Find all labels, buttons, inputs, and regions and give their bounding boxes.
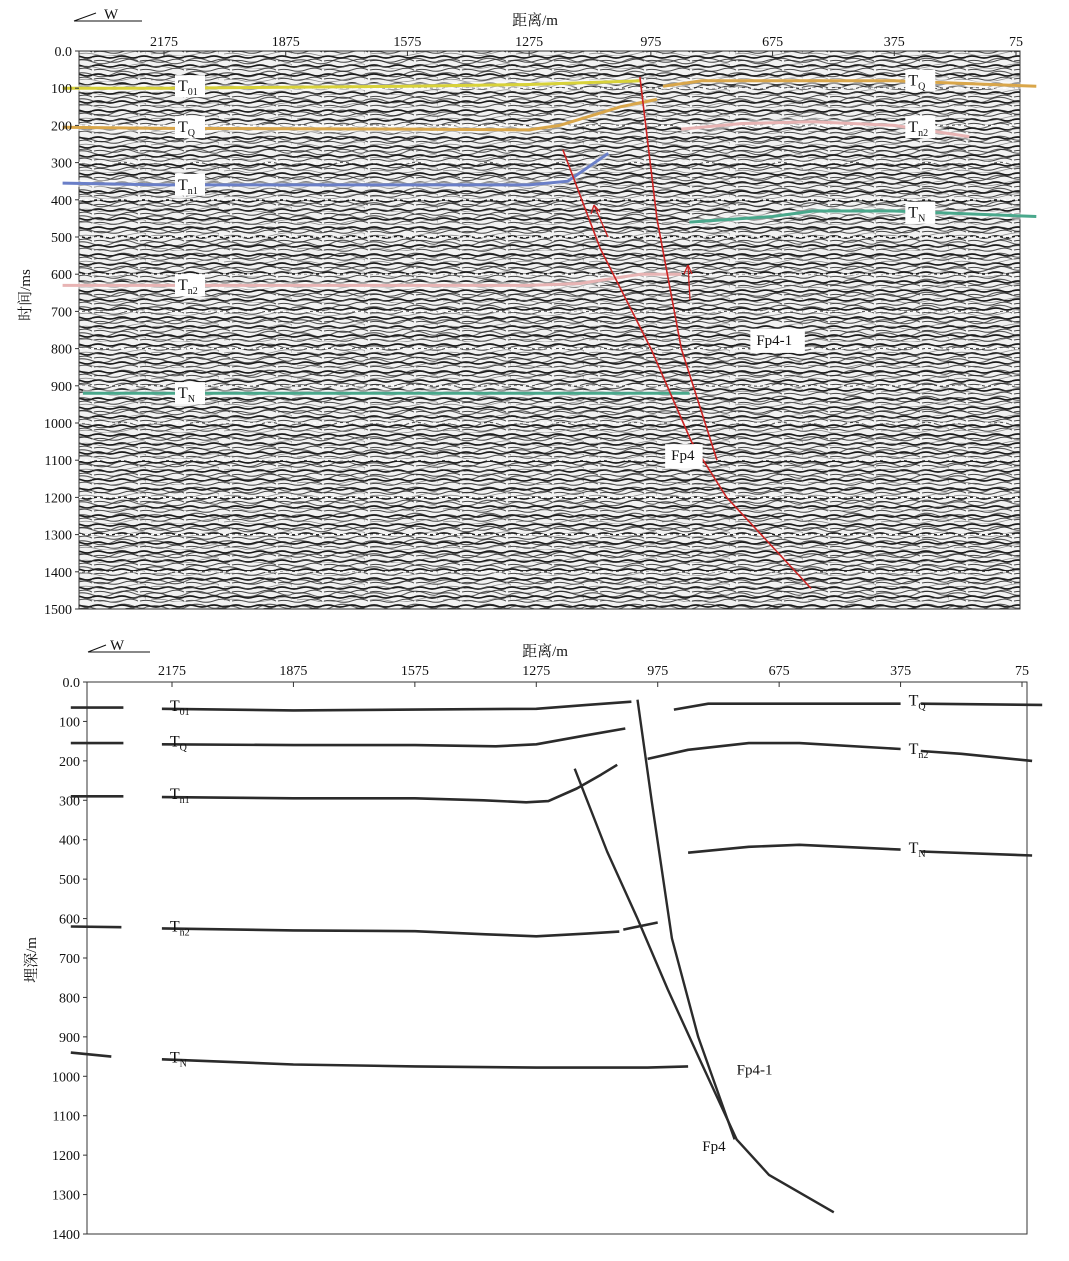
x-axis-title-bottom: 距离/m [522, 644, 568, 660]
x-tick-label: 375 [883, 35, 905, 50]
horizon-label-sub: Q [187, 128, 196, 140]
y-tick-label: 400 [59, 833, 80, 849]
x-tick-label: 975 [640, 35, 662, 50]
y-tick-label: 200 [59, 754, 80, 770]
direction-label: W [104, 7, 119, 23]
y-axis-title-bottom: 埋深/m [24, 937, 40, 983]
y-tick-labels-bottom [52, 676, 87, 1243]
y-tick-label: 1500 [44, 603, 72, 618]
x-tick-label: 1275 [522, 664, 551, 679]
direction-marker-top [74, 7, 142, 23]
horizon-label-main: T [169, 697, 180, 715]
horizon-label-sub: n2 [187, 286, 198, 298]
horizon-label-main: T [178, 78, 188, 96]
y-tick-label: 700 [51, 305, 72, 321]
y-tick-label: 1300 [52, 1188, 80, 1204]
y-tick-label: 800 [51, 342, 72, 358]
horizon-label-main: T [169, 786, 180, 804]
y-tick-label: 100 [59, 715, 80, 731]
horizon-label-main: T [169, 733, 180, 751]
horizon-label-sub: Q [179, 742, 187, 754]
y-tick-label: 900 [59, 1030, 80, 1046]
y-tick-label: 400 [51, 193, 72, 209]
depth-panel [23, 638, 1042, 1243]
y-tick-label: 300 [59, 794, 80, 810]
fault-label: Fp4-1 [756, 332, 793, 349]
x-tick-label: 675 [762, 35, 784, 50]
horizon-label-main: T [169, 918, 180, 936]
y-tick-label: 1400 [52, 1228, 80, 1243]
y-tick-label: 200 [51, 119, 72, 135]
fault-label: Fp4 [671, 448, 695, 465]
x-tick-label: 1575 [393, 35, 422, 50]
horizon-label-main: T [908, 692, 919, 710]
direction-marker-bottom [88, 638, 150, 654]
x-tick-label: 1875 [271, 35, 300, 50]
horizon-label-main: T [178, 119, 188, 137]
horizon-label-main: T [908, 741, 919, 759]
y-tick-label: 1300 [44, 528, 72, 544]
x-tick-label: 1575 [400, 664, 429, 679]
horizon-label-sub: N [918, 213, 926, 225]
x-axis-title-top: 距离/m [512, 13, 558, 29]
x-tick-label: 2175 [158, 664, 186, 679]
x-tick-label: 1875 [279, 664, 308, 679]
horizon-label-sub: N [179, 1058, 187, 1070]
y-tick-label: 1200 [44, 491, 72, 507]
y-tick-label: 800 [59, 991, 80, 1007]
y-tick-label: 900 [51, 379, 72, 395]
horizon-label-sub: Q [918, 81, 926, 93]
y-tick-label: 300 [51, 156, 72, 172]
x-tick-label: 2175 [150, 35, 178, 50]
y-tick-label: 100 [51, 82, 72, 98]
y-tick-label: 600 [59, 912, 80, 928]
horizon-label-sub: n2 [918, 750, 929, 762]
y-tick-label: 1400 [44, 565, 72, 581]
y-tick-label: 500 [59, 873, 80, 889]
horizon-label-main: T [178, 385, 188, 403]
horizon-label-sub: N [918, 848, 926, 860]
y-tick-label: 0.0 [54, 45, 72, 60]
horizon-label-sub: n1 [187, 185, 198, 197]
horizon-label-main: T [178, 277, 188, 295]
direction-label: W [110, 638, 125, 654]
horizon-label-main: T [908, 839, 919, 857]
seismic-texture [79, 51, 1020, 609]
horizon-line [921, 704, 1042, 705]
x-tick-label: 75 [1009, 35, 1023, 50]
horizon-label-sub: 01 [187, 87, 198, 99]
horizon-label-sub: N [187, 394, 196, 406]
y-tick-label: 1200 [52, 1149, 80, 1165]
y-tick-label: 0.0 [62, 676, 80, 691]
x-tick-label: 75 [1015, 664, 1029, 679]
depth-frame [87, 682, 1027, 1234]
y-axis-title-top: 时间/ms [18, 269, 34, 321]
horizon-label-main: T [169, 1049, 180, 1067]
horizon-label-sub: n1 [179, 795, 190, 807]
horizon-label-main: T [908, 204, 919, 222]
horizon-label-sub: n2 [179, 927, 190, 939]
horizon-label-main: T [908, 119, 919, 137]
horizon-label-sub: n2 [918, 128, 929, 140]
horizon-label-main: T [178, 176, 188, 194]
x-tick-label: 675 [768, 664, 790, 679]
y-tick-label: 500 [51, 231, 72, 246]
fault-label: Fp4 [702, 1139, 726, 1156]
x-tick-label: 975 [647, 664, 669, 679]
horizon-label-sub: 01 [179, 706, 190, 718]
fault-label: Fp4-1 [736, 1062, 773, 1079]
horizon-label-sub: Q [918, 701, 926, 713]
y-tick-labels-top [44, 45, 79, 618]
y-tick-label: 1100 [52, 1109, 80, 1125]
y-tick-label: 600 [51, 268, 72, 284]
y-tick-label: 1100 [44, 454, 72, 470]
x-tick-label: 375 [890, 664, 912, 679]
x-tick-label: 1275 [515, 35, 544, 50]
seismic-panel [17, 7, 1036, 618]
horizon-label-main: T [908, 72, 919, 90]
y-tick-label: 700 [59, 952, 80, 967]
y-tick-label: 1000 [44, 417, 72, 432]
y-tick-label: 1000 [52, 1070, 80, 1086]
